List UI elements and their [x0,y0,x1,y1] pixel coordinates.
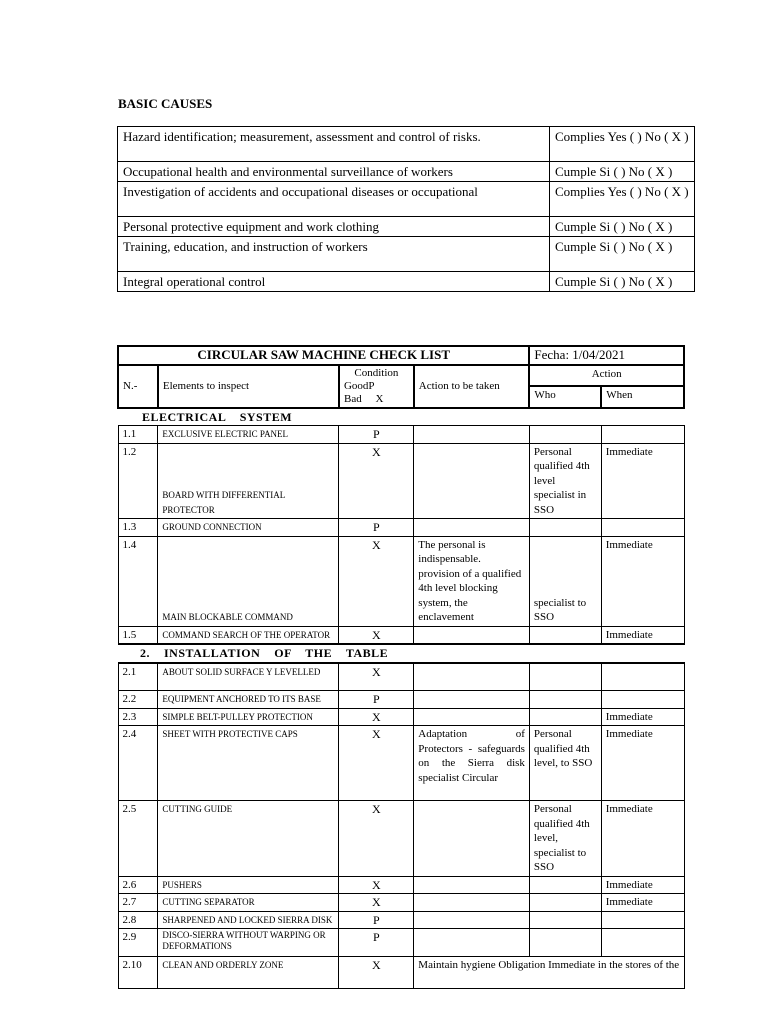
row-action [414,929,530,957]
table-row [118,876,684,894]
row-number: 2.8 [118,911,158,929]
row-condition: P [339,929,414,957]
cause-status: Complies Yes ( ) No ( X ) [550,182,695,217]
table-row [118,443,684,519]
table-row [118,691,684,709]
row-when [601,929,684,957]
row-who: Personal qualified 4th level, specialist to SSO [529,801,601,877]
header-condition [339,365,414,408]
row-who [529,708,601,726]
row-condition: X [339,894,414,912]
row-number: 2.1 [118,663,158,691]
header-when: When [601,386,684,408]
section-row [118,644,684,663]
row-item: GROUND CONNECTION [158,519,339,537]
row-action [414,894,530,912]
cause-text: Hazard identification; measurement, assessment and control of risks. [118,127,550,162]
table-row [118,957,684,989]
row-condition: X [339,663,414,691]
table-row [118,536,684,626]
row-condition: X [339,801,414,877]
condition-label: Condition [354,366,399,379]
row-action [414,911,530,929]
row-item: EQUIPMENT ANCHORED TO ITS BASE [158,691,339,709]
row-when: Immediate [601,801,684,877]
row-action [414,519,530,537]
row-item: CUTTING SEPARATOR [158,894,339,912]
row-item: EXCLUSIVE ELECTRIC PANEL [158,426,339,444]
row-number: 1.5 [118,626,158,644]
row-who [529,876,601,894]
row-number: 1.2 [118,443,158,519]
header-action-taken: Action to be taken [414,365,530,408]
row-item: SIMPLE BELT-PULLEY PROTECTION [158,708,339,726]
cause-text: Occupational health and environmental surveillance of workers [118,162,550,182]
cause-row [118,127,695,162]
row-condition: X [339,726,414,801]
row-condition: P [339,691,414,709]
row-who [529,911,601,929]
row-when [601,519,684,537]
section-installation: 2. INSTALLATION OF THE TABLE [118,644,684,663]
cause-row [118,162,695,182]
cause-text: Training, education, and instruction of workers [118,237,550,272]
row-condition: X [339,876,414,894]
row-item: CLEAN AND ORDERLY ZONE [158,957,339,989]
cause-text: Investigation of accidents and occupational diseases or occupational [118,182,550,217]
row-number: 2.5 [118,801,158,877]
row-when: Immediate [601,626,684,644]
table-row [118,708,684,726]
row-condition: X [339,957,414,989]
condition-good: GoodP [343,379,375,392]
row-who [529,626,601,644]
row-when: Immediate [601,726,684,801]
cause-status: Cumple Si ( ) No ( X ) [550,162,695,182]
row-who: Personal qualified 4th level, to SSO [529,726,601,801]
row-action: Maintain hygiene Obligation Immediate in the stores of the [414,957,684,989]
condition-bad: Bad X [343,392,384,405]
cause-row [118,237,695,272]
row-item: SHARPENED AND LOCKED SIERRA DISK [158,911,339,929]
row-when: Immediate [601,708,684,726]
row-condition: P [339,426,414,444]
cause-status: Cumple Si ( ) No ( X ) [550,272,695,292]
row-condition: X [339,443,414,519]
row-number: 1.4 [118,536,158,626]
row-condition: X [339,626,414,644]
cause-status: Cumple Si ( ) No ( X ) [550,217,695,237]
cause-status: Cumple Si ( ) No ( X ) [550,237,695,272]
table-row [118,894,684,912]
row-action [414,708,530,726]
row-condition: P [339,519,414,537]
row-when: Immediate [601,536,684,626]
row-item: BOARD WITH DIFFERENTIAL PROTECTOR [158,443,339,519]
cause-text: Integral operational control [118,272,550,292]
row-number: 2.3 [118,708,158,726]
row-number: 2.9 [118,929,158,957]
row-action [414,691,530,709]
checklist-title-row [118,346,684,365]
row-action [414,443,530,519]
row-who [529,894,601,912]
header-who: Who [529,386,601,408]
row-number: 2.10 [118,957,158,989]
table-row [118,929,684,957]
row-action [414,876,530,894]
row-when: Immediate [601,894,684,912]
row-action [414,426,530,444]
table-row [118,426,684,444]
row-when: Immediate [601,443,684,519]
row-action: Adaptation of Protectors - safeguards on the Sierra disk specialist Circular [414,726,530,801]
table-row [118,519,684,537]
checklist-date: Fecha: 1/04/2021 [529,346,684,365]
row-action [414,626,530,644]
table-row [118,911,684,929]
circular-saw-checklist [117,345,685,989]
row-who [529,929,601,957]
cause-row [118,272,695,292]
row-when [601,691,684,709]
row-condition: X [339,708,414,726]
row-who [529,519,601,537]
row-action [414,801,530,877]
row-who [529,663,601,691]
table-row [118,626,684,644]
cause-text: Personal protective equipment and work clothing [118,217,550,237]
row-item: CUTTING GUIDE [158,801,339,877]
checklist-header-row [118,365,684,387]
row-when [601,426,684,444]
row-number: 2.7 [118,894,158,912]
row-who [529,426,601,444]
header-elements: Elements to inspect [158,365,339,408]
row-who [529,691,601,709]
row-number: 2.4 [118,726,158,801]
row-condition: X [339,536,414,626]
row-who: Personal qualified 4th level specialist in SSO [529,443,601,519]
header-n: N.- [118,365,158,408]
section-row [118,408,684,426]
cause-status: Complies Yes ( ) No ( X ) [550,127,695,162]
cause-row [118,182,695,217]
row-when: Immediate [601,876,684,894]
row-item: DISCO-SIERRA WITHOUT WARPING OR DEFORMATIONS [158,929,339,957]
row-item: MAIN BLOCKABLE COMMAND [158,536,339,626]
row-condition: P [339,911,414,929]
row-number: 2.2 [118,691,158,709]
row-when [601,663,684,691]
row-number: 1.3 [118,519,158,537]
table-row [118,726,684,801]
header-action: Action [529,365,684,387]
row-when [601,911,684,929]
row-item: COMMAND SEARCH OF THE OPERATOR [158,626,339,644]
row-who: specialist to SSO [529,536,601,626]
row-item: SHEET WITH PROTECTIVE CAPS [158,726,339,801]
row-item: ABOUT SOLID SURFACE Y LEVELLED [158,663,339,691]
basic-causes-table [117,126,695,292]
row-number: 1.1 [118,426,158,444]
row-number: 2.6 [118,876,158,894]
cause-row [118,217,695,237]
basic-causes-heading: BASIC CAUSES [118,96,213,111]
section-electrical: ELECTRICAL SYSTEM [118,408,684,426]
row-action [414,663,530,691]
table-row [118,663,684,691]
row-item: PUSHERS [158,876,339,894]
table-row [118,801,684,877]
row-action: The personal is indispensable. provision of a qualified 4th level blocking system, the enclavement [414,536,530,626]
checklist-title: CIRCULAR SAW MACHINE CHECK LIST [118,346,529,365]
